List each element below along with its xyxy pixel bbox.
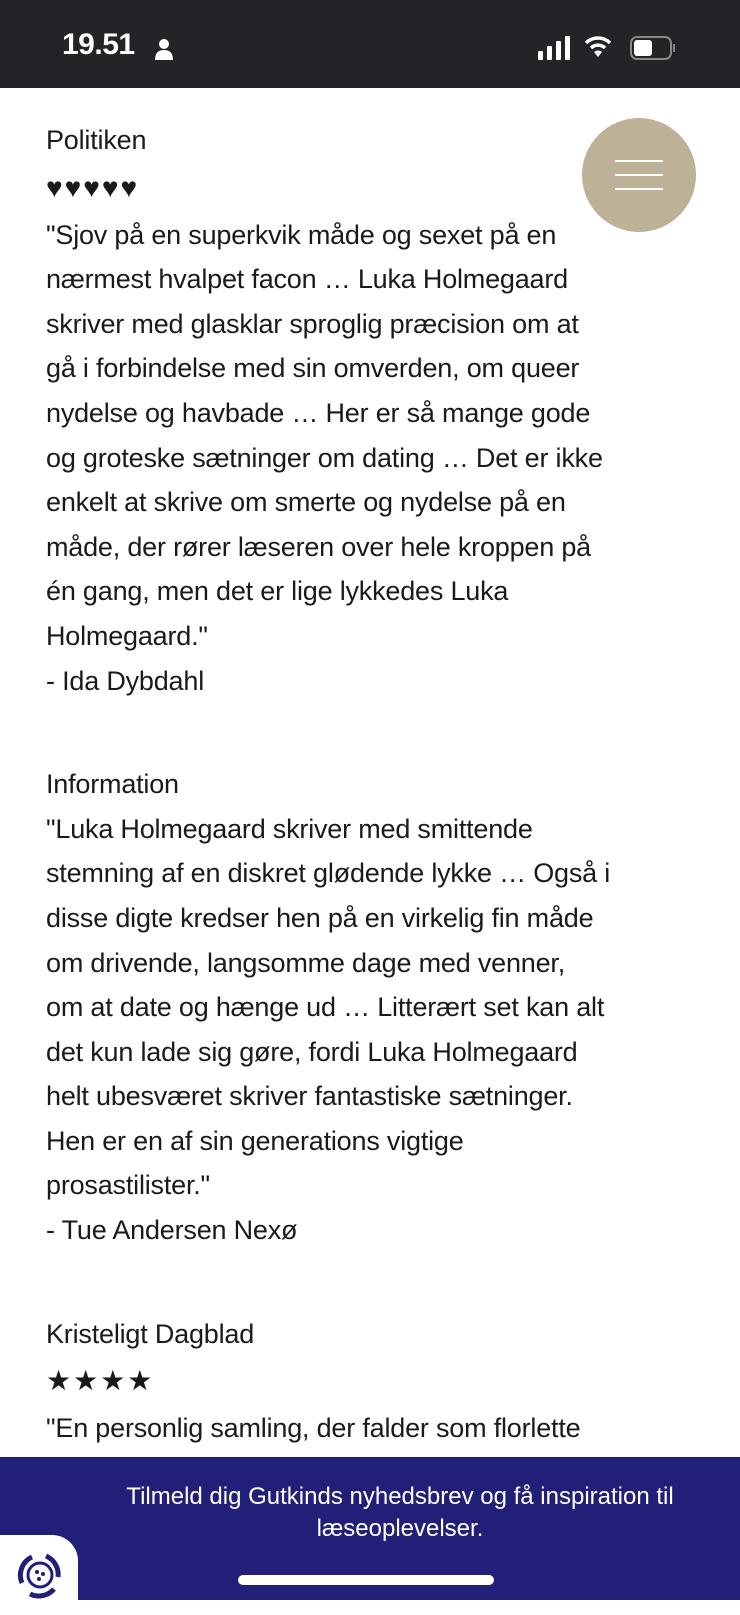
quote-line: nydelse og havbade … Her er så mange gode — [46, 397, 591, 428]
quote-line: det kun lade sig gøre, fordi Luka Holmegaard — [46, 1036, 578, 1067]
quote-line: "En personlig samling, der falder som florlette — [46, 1413, 581, 1444]
accessibility-widget-button[interactable] — [0, 1535, 78, 1615]
menu-button[interactable] — [582, 118, 696, 232]
quote-line: disse digte kredser hen på en virkelig fin måde — [46, 902, 594, 933]
quote-line: og groteske sætninger om dating … Det er ikke — [46, 442, 603, 473]
newsletter-text[interactable]: Tilmeld dig Gutkinds nyhedsbrev og få inspiration til læseoplevelser. — [126, 1483, 674, 1542]
status-bar — [0, 0, 740, 88]
status-time: 19.51 — [62, 28, 135, 61]
review-kristeligt-dagblad — [46, 1312, 726, 1451]
review-author: - Ida Dybdahl — [46, 665, 204, 696]
quote-line: måde, der rører læseren over hele kroppen på — [46, 531, 591, 562]
quote-line: prosastilister." — [46, 1170, 210, 1201]
quote-line: om at date og hænge ud … Litterært set kan alt — [46, 992, 605, 1023]
signal-icon — [538, 36, 570, 60]
quote-line: helt ubesværet skriver fantastiske sætninger. — [46, 1081, 573, 1112]
recycle-book-icon — [10, 1545, 70, 1605]
home-indicator[interactable] — [238, 1575, 494, 1585]
review-author: - Tue Andersen Nexø — [46, 1215, 298, 1246]
wifi-icon — [584, 34, 612, 58]
person-icon — [154, 38, 174, 60]
hamburger-line — [615, 188, 663, 190]
review-source: Information — [46, 769, 179, 800]
heart-rating: ♥♥♥♥♥ — [46, 171, 140, 203]
star-rating: ★★★★ — [46, 1365, 155, 1397]
hamburger-line — [615, 174, 663, 176]
quote-line: Hen er en af sin generations vigtige — [46, 1125, 464, 1156]
review-source: Kristeligt Dagblad — [46, 1318, 255, 1349]
quote-line: én gang, men det er lige lykkedes Luka — [46, 576, 509, 607]
battery-icon — [630, 36, 676, 60]
review-information — [46, 762, 726, 1253]
quote-line: stemning af en diskret glødende lykke … Også i — [46, 858, 611, 889]
review-source: Politiken — [46, 125, 147, 155]
quote-line: nærmest hvalpet facon … Luka Holmegaard — [46, 264, 568, 295]
quote-line: Holmegaard." — [46, 620, 208, 651]
quote-line: skriver med glasklar sproglig præcision om at — [46, 308, 579, 339]
quote-line: om drivende, langsomme dage med venner, — [46, 947, 566, 978]
hamburger-icon — [615, 160, 663, 162]
quote-line: "Luka Holmegaard skriver med smittende — [46, 813, 533, 844]
reviews — [46, 118, 726, 1451]
quote-line: enkelt at skrive om smerte og nydelse på en — [46, 487, 566, 518]
quote-line: "Sjov på en superkvik måde og sexet på en — [46, 219, 557, 250]
quote-line: gå i forbindelse med sin omverden, om queer — [46, 353, 580, 384]
